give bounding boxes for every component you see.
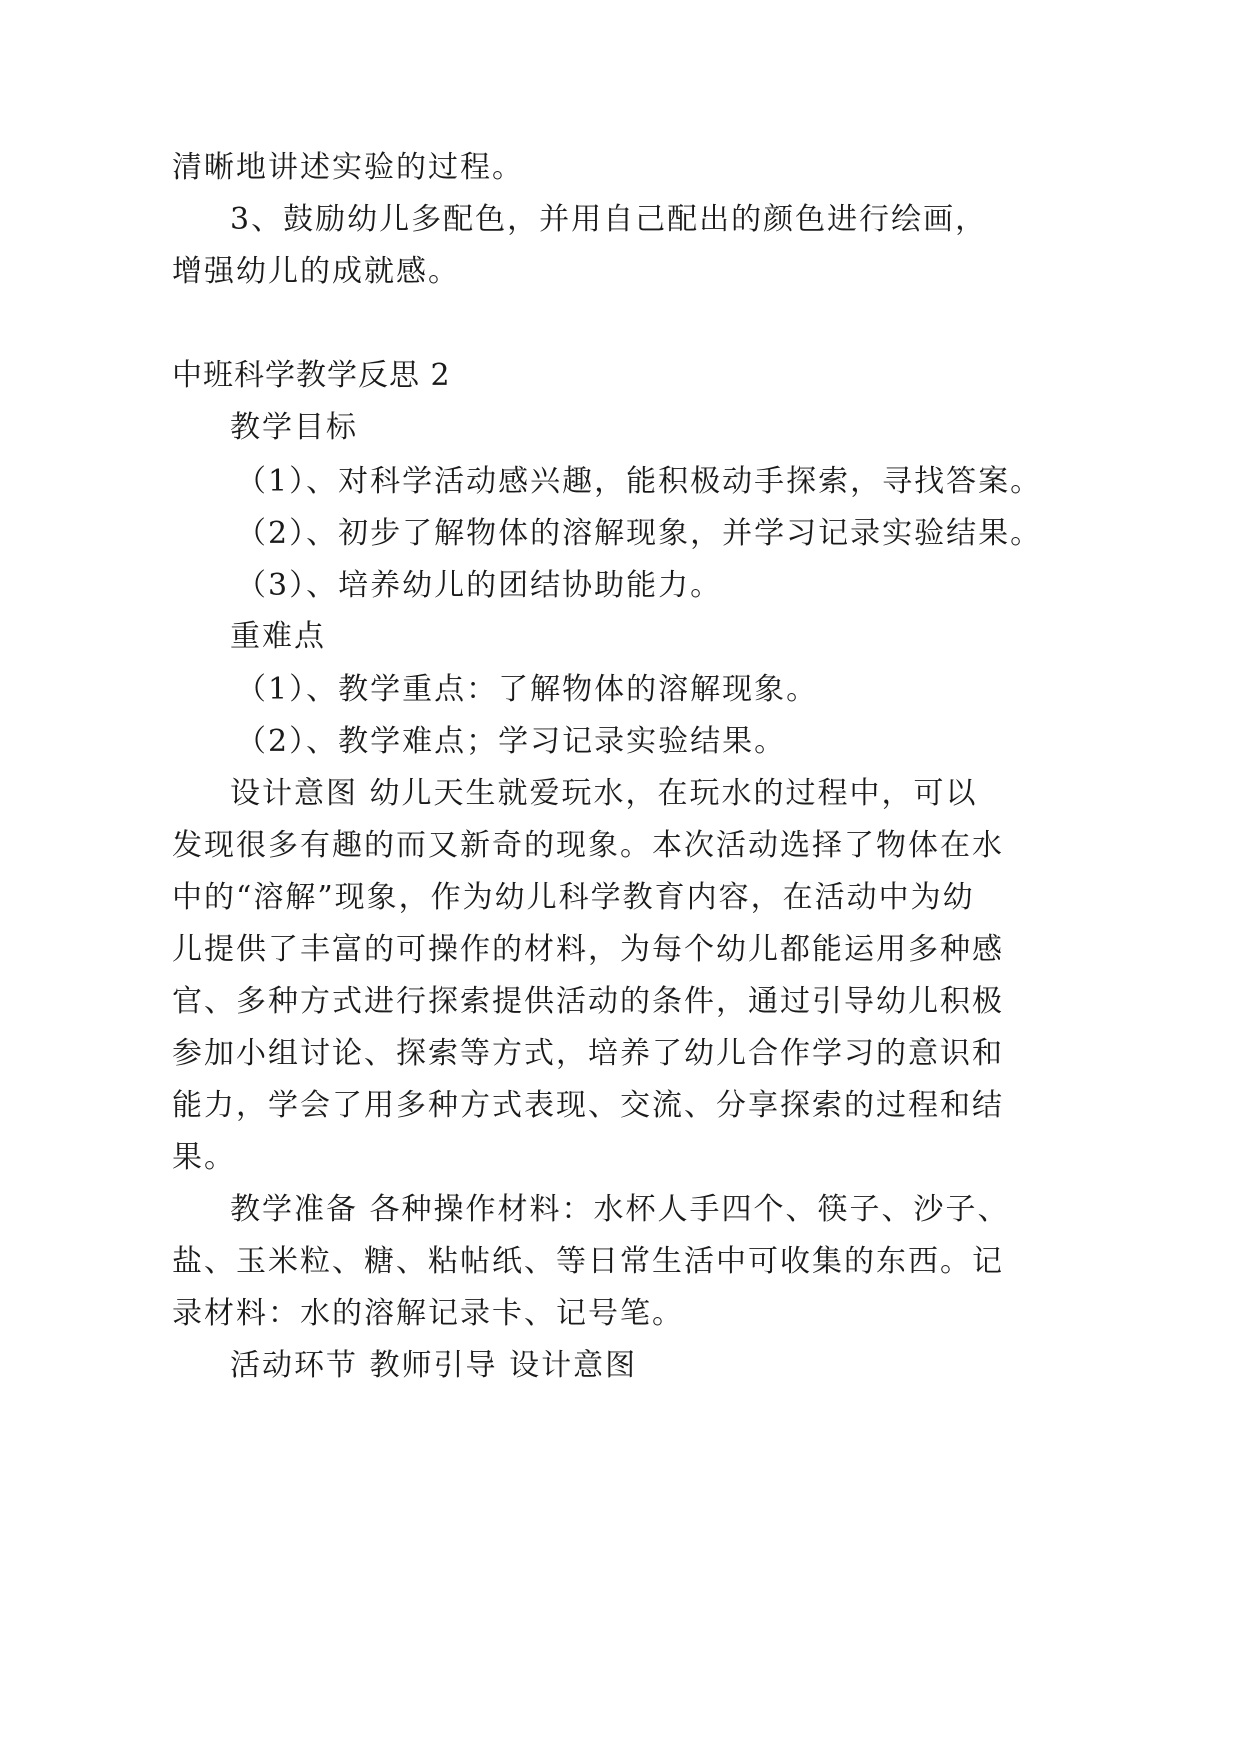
paragraph-line: 增强幼儿的成就感。 bbox=[172, 254, 460, 289]
section-title: 中班科学教学反思 2 bbox=[172, 358, 451, 393]
subheading: 重难点 bbox=[230, 619, 326, 654]
paragraph-line: 教学准备 各种操作材料：水杯人手四个、筷子、沙子、 bbox=[230, 1192, 1010, 1227]
list-item: （3）、培养幼儿的团结协助能力。 bbox=[236, 568, 723, 603]
paragraph-line: 录材料：水的溶解记录卡、记号笔。 bbox=[172, 1296, 684, 1331]
paragraph-line: 能力，学会了用多种方式表现、交流、分享探索的过程和结 bbox=[172, 1088, 1004, 1123]
paragraph-line: 参加小组讨论、探索等方式，培养了幼儿合作学习的意识和 bbox=[172, 1036, 1004, 1071]
paragraph-line: 设计意图 幼儿天生就爱玩水，在玩水的过程中，可以 bbox=[230, 776, 978, 811]
list-item: （2）、初步了解物体的溶解现象，并学习记录实验结果。 bbox=[236, 516, 1043, 551]
list-item: （1）、教学重点：了解物体的溶解现象。 bbox=[236, 672, 819, 707]
paragraph-line: 清晰地讲述实验的过程。 bbox=[172, 150, 524, 185]
paragraph-line: 3、鼓励幼儿多配色，并用自己配出的颜色进行绘画， bbox=[230, 202, 988, 237]
list-item: （2）、教学难点；学习记录实验结果。 bbox=[236, 724, 787, 759]
paragraph-line: 盐、玉米粒、糖、粘帖纸、等日常生活中可收集的东西。记 bbox=[172, 1244, 1004, 1279]
list-item: （1）、对科学活动感兴趣，能积极动手探索，寻找答案。 bbox=[236, 464, 1043, 499]
subheading: 教学目标 bbox=[230, 410, 358, 445]
paragraph-line: 官、多种方式进行探索提供活动的条件，通过引导幼儿积极 bbox=[172, 984, 1004, 1019]
paragraph-line: 果。 bbox=[172, 1140, 236, 1175]
paragraph-line: 活动环节 教师引导 设计意图 bbox=[230, 1348, 638, 1383]
paragraph-line: 中的“溶解”现象，作为幼儿科学教育内容，在活动中为幼 bbox=[172, 880, 975, 915]
paragraph-line: 发现很多有趣的而又新奇的现象。本次活动选择了物体在水 bbox=[172, 828, 1004, 863]
paragraph-line: 儿提供了丰富的可操作的材料，为每个幼儿都能运用多种感 bbox=[172, 932, 1004, 967]
